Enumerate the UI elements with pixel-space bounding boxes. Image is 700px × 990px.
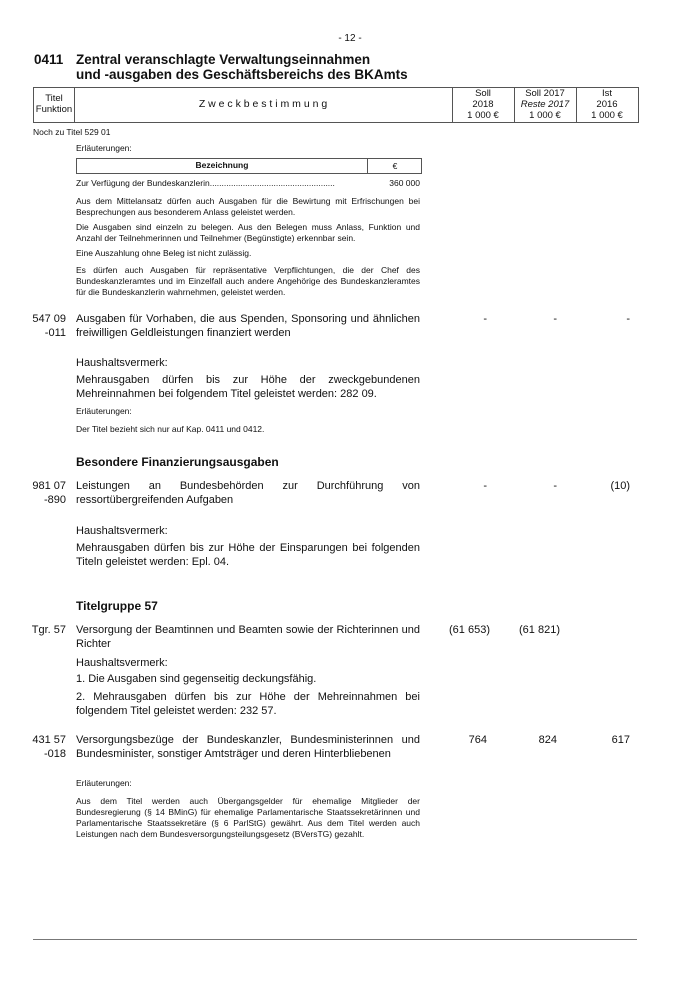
titel-431-57-soll-2018: 764: [468, 734, 487, 746]
titel-number: 431 57: [32, 734, 66, 746]
header-ist-2016-l3: 1 000 €: [591, 110, 623, 121]
erlaeuterung-paragraph-2: Die Ausgaben sind einzeln zu belegen. Aus den Belegen muss Anlass, Funktion und Anzahl der Teilnehmerinnen und Teilnehmer (Begünstigte) erkennbar sein.: [76, 222, 420, 243]
erlaeuterung-text: Der Titel bezieht sich nur auf Kap. 0411 und 0412.: [76, 424, 265, 434]
header-soll-2018-l2: 2018: [472, 99, 494, 110]
titel-547-09-ist-2016: -: [626, 313, 630, 325]
titel-431-57-soll-2017: 824: [538, 734, 557, 746]
chapter-number: 0411: [34, 52, 64, 67]
haushaltsvermerk-label: Haushaltsvermerk:: [76, 657, 168, 669]
noch-zu-titel: Noch zu Titel 529 01: [33, 127, 111, 137]
page-number: - 12 -: [338, 33, 362, 44]
header-ist-2016-l2: 2016: [596, 99, 618, 110]
chapter-title-line2: und -ausgaben des Geschäftsbereichs des BKAmts: [76, 67, 408, 82]
haushaltsvermerk-text: Mehrausgaben dürfen bis zur Höhe der Einsparungen bei folgenden Titeln geleistet werden: Epl. 04.: [76, 542, 420, 568]
header-soll-2018: [452, 88, 514, 122]
bezeichnung-row-value: 360 000: [389, 178, 420, 188]
bezeichnung-header: Bezeichnung: [195, 160, 249, 170]
chapter-title-line1: Zentral veranschlagte Verwaltungseinnahmen: [76, 52, 371, 67]
titelgruppe-57-text: Versorgung der Beamtinnen und Beamten sowie der Richterinnen und Richter: [76, 624, 420, 650]
bezeichnung-row-label: Zur Verfügung der Bundeskanzlerin.....................................................: [76, 178, 335, 188]
header-reste-2017: Reste 2017: [520, 99, 570, 110]
haushaltsvermerk-text: Mehrausgaben dürfen bis zur Höhe der zweckgebundenen Mehreinnahmen bei folgendem Titel geleistet werden: 282 09.: [76, 374, 420, 400]
titelgruppe-57-soll-2018: (61 653): [449, 624, 490, 636]
header-ist-2016: [576, 88, 638, 122]
bezeichnung-table-header: [76, 158, 422, 174]
column-header: [33, 87, 639, 123]
erlaeuterung-paragraph-1: Aus dem Mittelansatz dürfen auch Ausgaben für die Bewirtung mit Erfrischungen bei Besprechungen aus besonderem Anlass geleistet werden.: [76, 196, 420, 217]
titel-547-09-soll-2017: -: [553, 313, 557, 325]
erlaeuterung-paragraph-4: Es dürfen auch Ausgaben für repräsentative Verpflichtungen, die der Chef des Bundeskanzleramtes und im Einzelfall auch andere Angehörige des Bundeskanzleramtes für die Bundeskanzlerin wahrnehmen, geleistet werden.: [76, 265, 420, 297]
header-soll-2018-l1: Soll: [475, 88, 491, 99]
header-titel: Titel: [45, 93, 63, 104]
erlaeuterung-text: Aus dem Titel werden auch Übergangsgelder für ehemalige Mitglieder der Bundesregierung (§ 14 BMinG) für ehemalige Parlamentarische Staatssekretärinnen und Parlamentarische Staatssekretäre (§ 6 ParlStG) gewährt. Aus dem Titel werden auch Leistungen nach dem Bundesversorgungsteilungsgesetz (BVersTG) gezahlt.: [76, 796, 420, 839]
funktion-number: -018: [43, 748, 66, 760]
header-titel-funktion: [34, 93, 74, 127]
titel-981-07-ist-2016: (10): [610, 480, 630, 492]
haushaltsvermerk-item-1: 1. Die Ausgaben sind gegenseitig deckungsfähig.: [76, 673, 317, 685]
footer-divider: [33, 939, 637, 940]
titel-number: 547 09: [32, 313, 66, 325]
titel-431-57-ist-2016: 617: [611, 734, 630, 746]
section-heading: Besondere Finanzierungsausgaben: [76, 455, 279, 469]
header-soll-2017-l1: Soll 2017: [525, 88, 565, 99]
titel-981-07-text: Leistungen an Bundesbehörden zur Durchführung von ressortübergreifenden Aufgaben: [76, 480, 420, 506]
titel-981-07: [30, 479, 66, 507]
titel-547-09-soll-2018: -: [483, 313, 487, 325]
euro-header: €: [367, 159, 422, 173]
titel-981-07-soll-2018: -: [483, 480, 487, 492]
titelgruppe-57: Tgr. 57: [31, 624, 66, 636]
titel-981-07-soll-2017: -: [553, 480, 557, 492]
header-soll-2017-l3: 1 000 €: [529, 110, 561, 121]
erlaeuterungen-label: Erläuterungen:: [76, 406, 132, 416]
header-ist-2016-l1: Ist: [601, 88, 613, 99]
header-funktion: Funktion: [35, 104, 73, 115]
header-zweckbestimmung: Z w e c k b e s t i m m u n g: [198, 98, 328, 110]
haushaltsvermerk-label: Haushaltsvermerk:: [76, 357, 168, 369]
funktion-number: -011: [44, 327, 66, 339]
haushaltsvermerk-item-2: 2. Mehrausgaben dürfen bis zur Höhe der Mehreinnahmen bei folgendem Titel geleistet werden: 232 57.: [76, 691, 420, 717]
titel-547-09-text: Ausgaben für Vorhaben, die aus Spenden, Sponsoring und ähnlichen freiwilligen Geldleistungen finanziert werden: [76, 313, 420, 339]
header-soll-2018-l3: 1 000 €: [467, 110, 499, 121]
section-heading: Titelgruppe 57: [76, 599, 158, 613]
titelgruppe-57-soll-2017: (61 821): [519, 624, 560, 636]
header-soll-2017: [514, 88, 576, 122]
erlaeuterung-paragraph-3: Eine Auszahlung ohne Beleg ist nicht zulässig.: [76, 248, 252, 258]
erlaeuterungen-label: Erläuterungen:: [76, 143, 132, 153]
titel-431-57: [30, 733, 66, 761]
chapter-title: [76, 52, 408, 82]
titel-547-09: [30, 312, 66, 340]
erlaeuterungen-label: Erläuterungen:: [76, 778, 132, 788]
titel-431-57-text: Versorgungsbezüge der Bundeskanzler, Bundesministerinnen und Bundesminister, sonstiger Amtsträger und deren Hinterbliebenen: [76, 734, 420, 760]
haushaltsvermerk-label: Haushaltsvermerk:: [76, 525, 168, 537]
funktion-number: -890: [43, 494, 66, 506]
titel-number: 981 07: [32, 480, 66, 492]
